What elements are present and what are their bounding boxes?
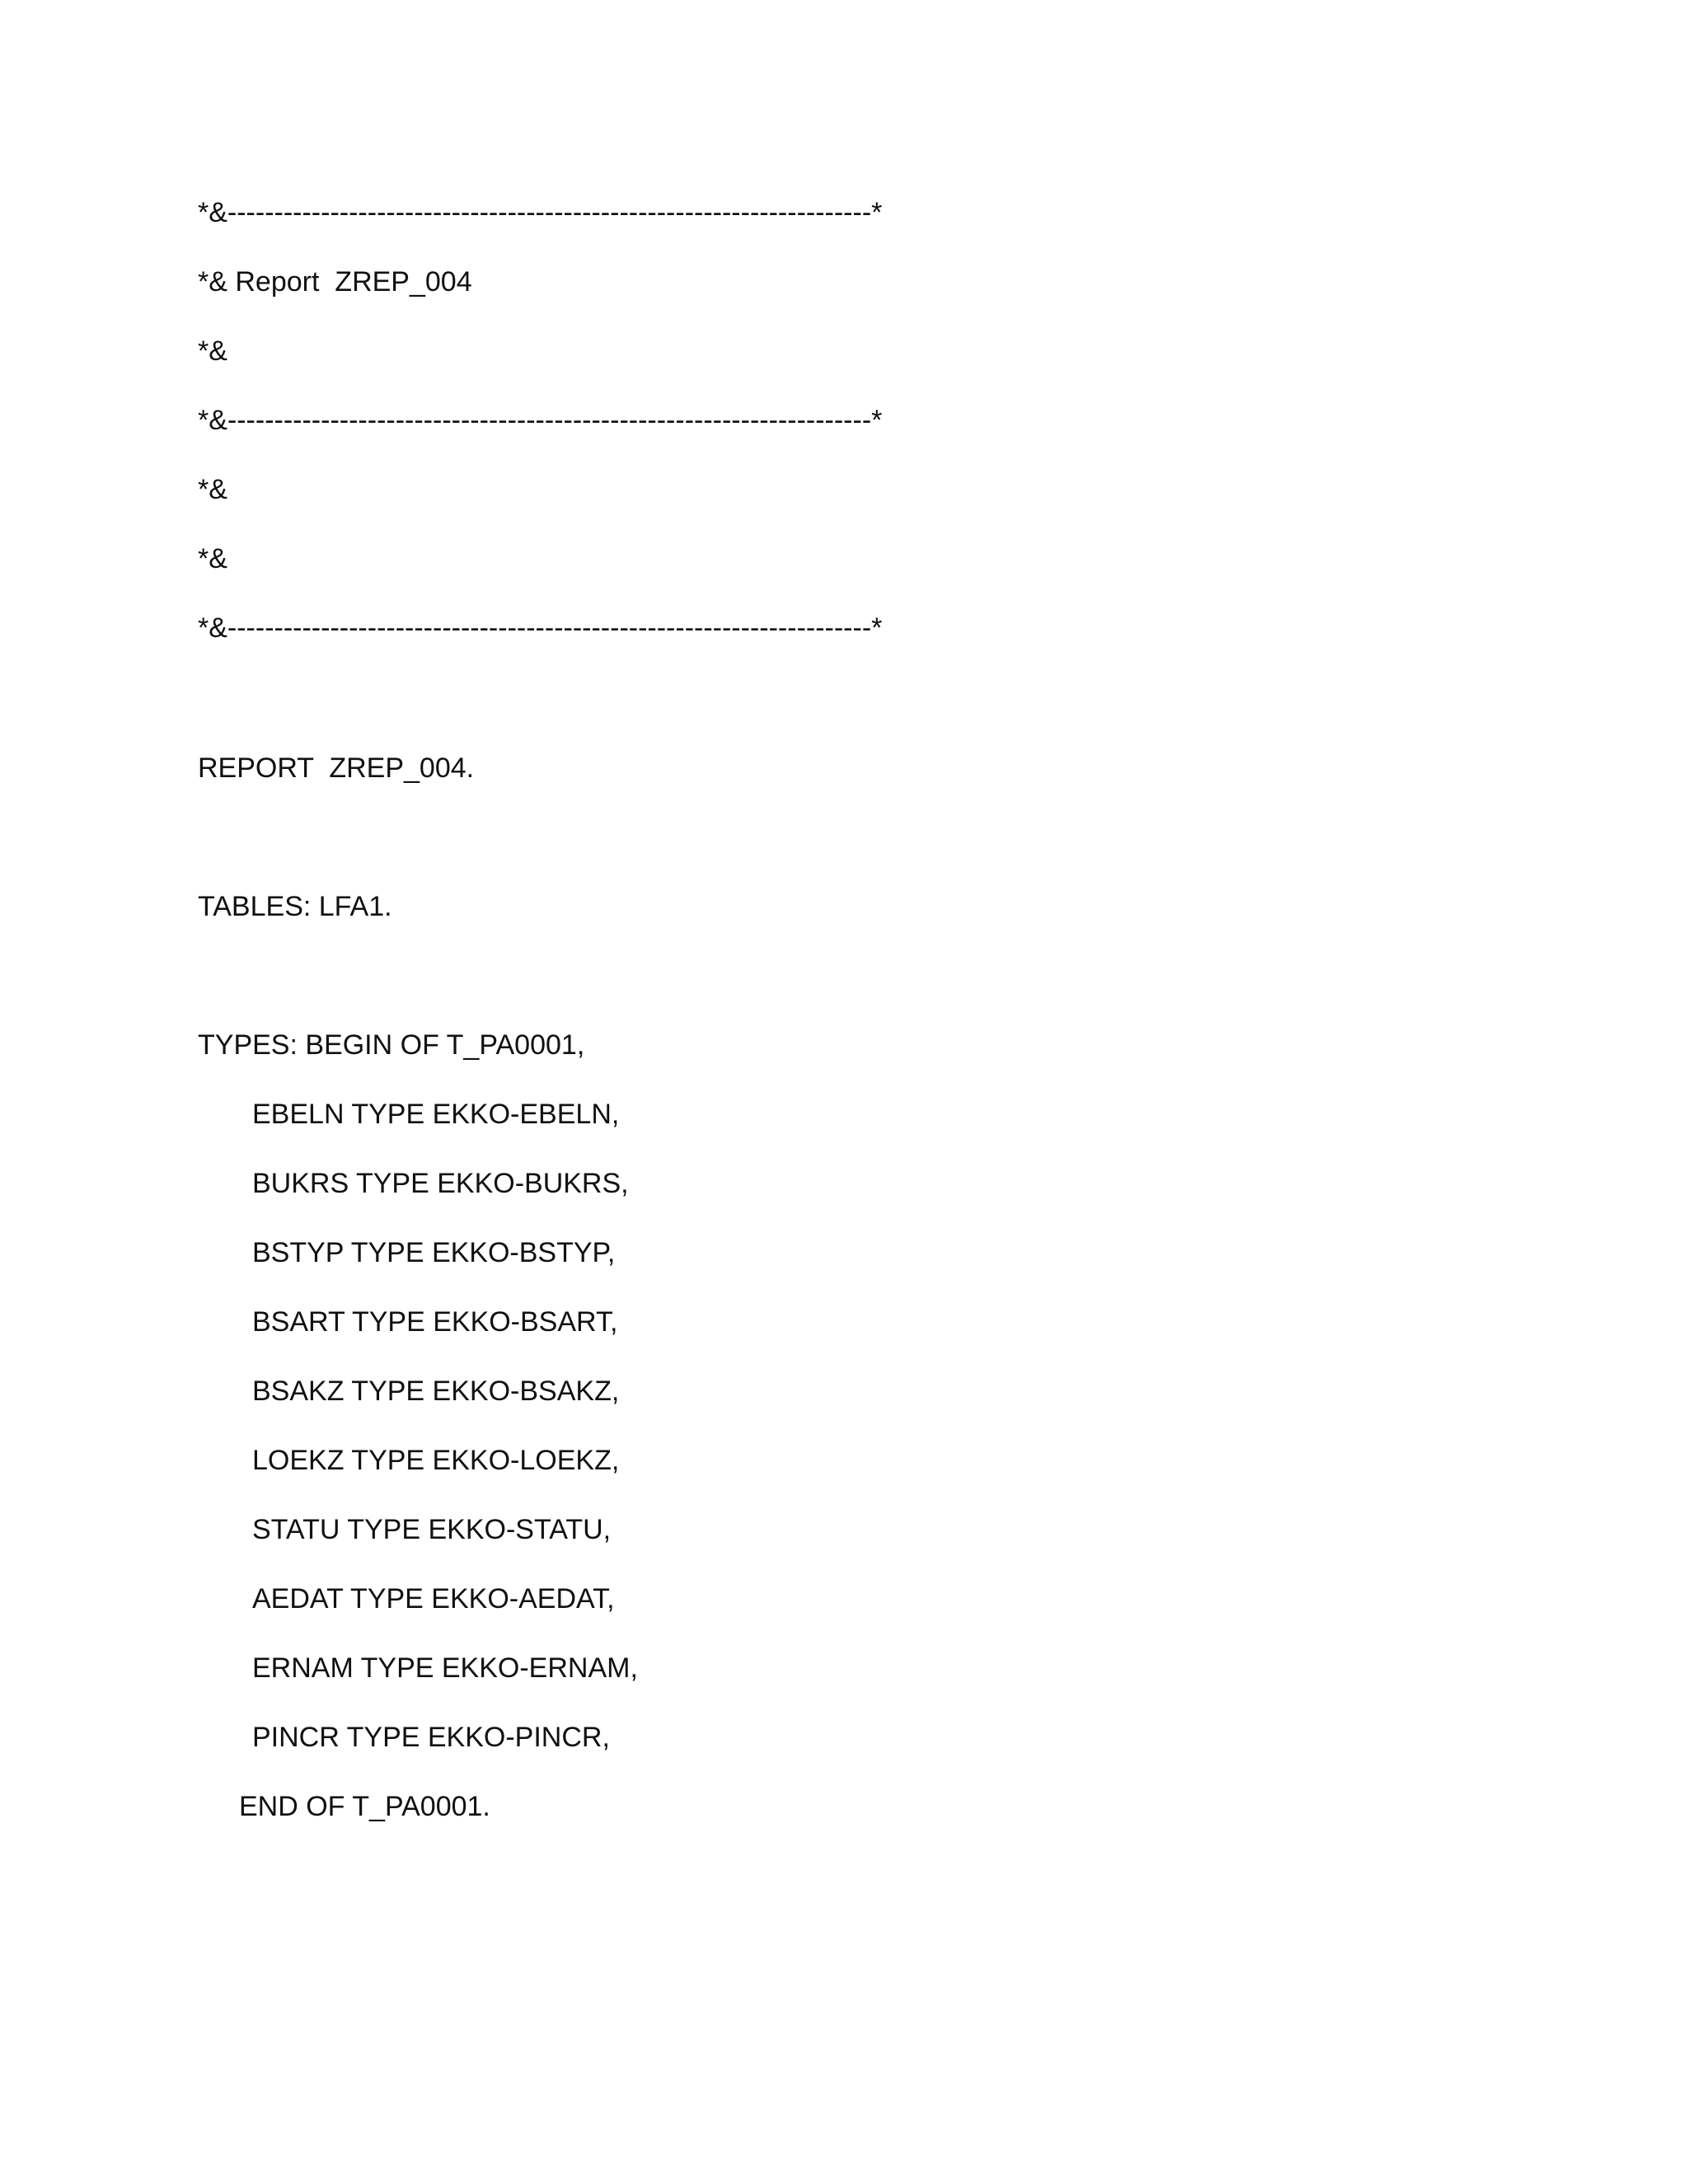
type-field-line: BUKRS TYPE EKKO-BUKRS, [252, 1168, 629, 1199]
comment-rule-line: *&---------------------------------------------------------------------* [198, 405, 883, 436]
types-end-statement: END OF T_PA0001. [239, 1791, 490, 1822]
type-field-line: BSART TYPE EKKO-BSART, [252, 1306, 618, 1338]
report-statement: REPORT ZREP_004. [198, 752, 475, 784]
type-field-line: BSTYP TYPE EKKO-BSTYP, [252, 1237, 616, 1268]
comment-blank-line: *& [198, 543, 227, 574]
comment-rule-line: *&---------------------------------------------------------------------* [198, 197, 883, 228]
type-field-line: ERNAM TYPE EKKO-ERNAM, [252, 1652, 638, 1684]
type-field-line: EBELN TYPE EKKO-EBELN, [252, 1099, 620, 1130]
comment-blank-line: *& [198, 335, 227, 367]
type-field-line: LOEKZ TYPE EKKO-LOEKZ, [252, 1445, 620, 1476]
type-field-line: BSAKZ TYPE EKKO-BSAKZ, [252, 1376, 620, 1407]
type-field-line: PINCR TYPE EKKO-PINCR, [252, 1722, 610, 1753]
types-begin-statement: TYPES: BEGIN OF T_PA0001, [198, 1029, 585, 1061]
type-field-line: STATU TYPE EKKO-STATU, [252, 1514, 612, 1545]
comment-blank-line: *& [198, 474, 227, 505]
type-field-line: AEDAT TYPE EKKO-AEDAT, [252, 1583, 615, 1615]
comment-rule-line: *&---------------------------------------------------------------------* [198, 612, 883, 644]
report-comment-line: *& Report ZREP_004 [198, 266, 472, 298]
tables-statement: TABLES: LFA1. [198, 891, 392, 922]
